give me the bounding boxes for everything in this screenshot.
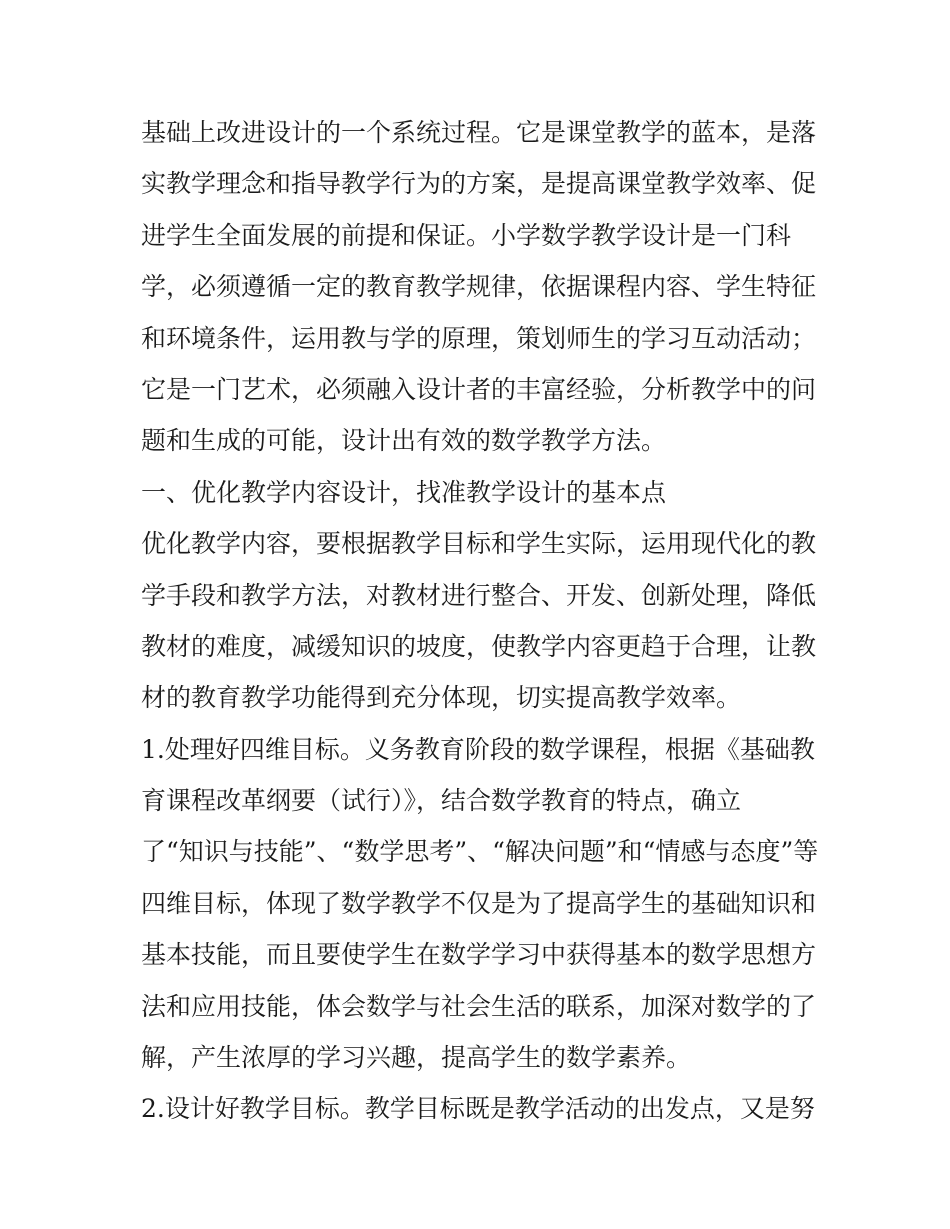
text-line: 育课程改革纲要（试行）》，结合数学教育的特点，确立 <box>141 786 742 816</box>
text-line: 解，产生浓厚的学习兴趣，提高学生的数学素养。 <box>141 1043 692 1073</box>
text-line: 进学生全面发展的前提和保证。小学数学教学设计是一门科 <box>141 220 792 250</box>
section-heading: 一、优化教学内容设计，找准教学设计的基本点 <box>141 477 667 507</box>
text-line: 基础上改进设计的一个系统过程。它是课堂教学的蓝本，是落 <box>141 118 817 147</box>
text-line: 基本技能，而且要使学生在数学学习中获得基本的数学思想方 <box>141 940 817 970</box>
text-line: 2.设计好教学目标。教学目标既是教学活动的出发点，又是努 <box>141 1094 815 1124</box>
text-line: 优化教学内容，要根据教学目标和学生实际，运用现代化的教 <box>141 529 817 559</box>
text-line: 题和生成的可能，设计出有效的数学教学方法。 <box>141 426 667 456</box>
text-line: 四维目标，体现了数学教学不仅是为了提高学生的基础知识和 <box>141 888 817 918</box>
text-line: 它是一门艺术，必须融入设计者的丰富经验，分析教学中的问 <box>141 374 817 404</box>
text-line: 法和应用技能，体会数学与社会生活的联系，加深对数学的了 <box>141 991 817 1021</box>
text-line: 学，必须遵循一定的教育教学规律，依据课程内容、学生特征 <box>141 272 817 302</box>
text-line: 材的教育教学功能得到充分体现，切实提高教学效率。 <box>141 683 742 713</box>
body-text <box>141 107 821 1135</box>
text-line: 和环境条件，运用教与学的原理，策划师生的学习互动活动； <box>141 323 817 353</box>
text-line: 实教学理念和指导教学行为的方案，是提高课堂教学效率、促 <box>141 169 817 199</box>
text-line: 教材的难度，减缓知识的坡度，使教学内容更趋于合理，让教 <box>141 631 817 661</box>
text-line: 1.处理好四维目标。义务教育阶段的数学课程，根据《基础教 <box>141 734 815 764</box>
text-line: 学手段和教学方法，对教材进行整合、开发、创新处理，降低 <box>141 580 817 610</box>
text-line: 了“知识与技能”、“数学思考”、“解决问题”和“情感与态度”等 <box>141 837 819 867</box>
